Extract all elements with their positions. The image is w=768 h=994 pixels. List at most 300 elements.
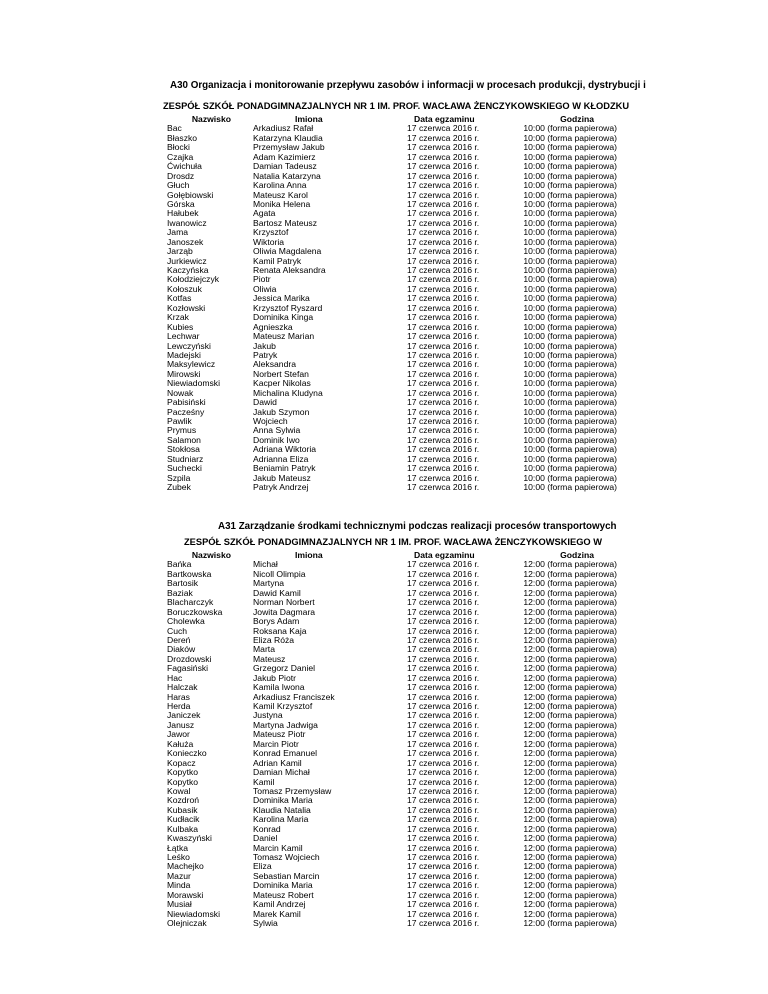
cell-time: 10:00 (forma papierowa) [523,170,617,181]
cell-names: Dominik Iwo [253,434,300,445]
cell-names: Adriana Wiktoria [253,444,317,455]
cell-date: 17 czerwca 2016 r. [407,142,480,153]
cell-time: 12:00 (forma papierowa) [523,814,617,825]
cell-surname: Cuch [167,625,188,636]
cell-time: 12:00 (forma papierowa) [523,870,617,881]
cell-surname: Kulbaka [167,823,199,834]
cell-names: Krzysztof [253,227,289,238]
cell-names: Patryk [253,349,278,360]
cell-date: 17 czerwca 2016 r. [407,710,480,721]
cell-surname: Bartosik [167,578,199,589]
cell-time: 10:00 (forma papierowa) [523,151,617,162]
cell-surname: Mirowski [167,368,201,379]
cell-date: 17 czerwca 2016 r. [407,719,480,730]
cell-names: Jessica Marika [253,293,310,304]
cell-names: Beniamin Patryk [253,463,316,474]
cell-time: 10:00 (forma papierowa) [523,378,617,389]
cell-date: 17 czerwca 2016 r. [407,123,480,134]
cell-names: Martyna [253,578,285,589]
cell-names: Sylwia [253,918,278,929]
cell-date: 17 czerwca 2016 r. [407,161,480,172]
cell-surname: Jama [167,227,189,238]
cell-time: 12:00 (forma papierowa) [523,587,617,598]
cell-surname: Baziak [167,587,193,598]
cell-time: 10:00 (forma papierowa) [523,312,617,323]
cell-names: Mateusz Piotr [253,729,306,740]
cell-surname: Morawski [167,889,204,900]
cell-names: Arkadiusz Franciszek [253,691,335,702]
cell-names: Przemysław Jakub [253,142,325,153]
cell-date: 17 czerwca 2016 r. [407,302,480,313]
cell-time: 12:00 (forma papierowa) [523,691,617,702]
cell-date: 17 czerwca 2016 r. [407,729,480,740]
cell-surname: Diaków [167,644,196,655]
section-title: A31 Zarządzanie środkami technicznymi podczas realizacji procesów transportowych [218,521,617,532]
cell-names: Marek Kamil [253,908,301,919]
cell-time: 10:00 (forma papierowa) [523,349,617,360]
cell-time: 12:00 (forma papierowa) [523,880,617,891]
cell-names: Dominika Kinga [253,312,314,323]
cell-names: Anna Sylwia [253,425,301,436]
cell-surname: Jarząb [167,246,193,257]
cell-date: 17 czerwca 2016 r. [407,246,480,257]
cell-surname: Janiczek [167,710,201,721]
cell-date: 17 czerwca 2016 r. [407,217,480,228]
cell-time: 12:00 (forma papierowa) [523,833,617,844]
section-title: A30 Organizacja i monitorowanie przepływu zasobów i informacji w procesach produkcji, dystrybucji i [170,80,646,91]
cell-date: 17 czerwca 2016 r. [407,823,480,834]
cell-names: Dominika Maria [253,880,313,891]
cell-date: 17 czerwca 2016 r. [407,368,480,379]
cell-surname: Czajka [167,151,194,162]
cell-surname: Błocki [167,142,190,153]
cell-names: Michalina Kludyna [253,387,323,398]
cell-time: 12:00 (forma papierowa) [523,719,617,730]
cell-date: 17 czerwca 2016 r. [407,918,480,929]
cell-date: 17 czerwca 2016 r. [407,559,480,570]
cell-date: 17 czerwca 2016 r. [407,738,480,749]
cell-surname: Łątka [167,842,189,853]
cell-date: 17 czerwca 2016 r. [407,151,480,162]
cell-surname: Madejski [167,349,201,360]
cell-date: 17 czerwca 2016 r. [407,198,480,209]
cell-date: 17 czerwca 2016 r. [407,378,480,389]
cell-time: 10:00 (forma papierowa) [523,227,617,238]
cell-date: 17 czerwca 2016 r. [407,767,480,778]
cell-names: Agata [253,208,276,219]
cell-surname: Pawlik [167,416,192,426]
cell-names: Justyna [253,710,283,721]
cell-date: 17 czerwca 2016 r. [407,663,480,674]
cell-date: 17 czerwca 2016 r. [407,406,480,417]
cell-date: 17 czerwca 2016 r. [407,908,480,919]
cell-names: Agnieszka [253,321,293,332]
cell-names: Mateusz [253,653,286,664]
cell-date: 17 czerwca 2016 r. [407,274,480,285]
cell-date: 17 czerwca 2016 r. [407,814,480,825]
cell-date: 17 czerwca 2016 r. [407,861,480,872]
cell-names: Norman Norbert [253,597,315,608]
cell-names: Katarzyna Klaudia [253,132,323,143]
cell-time: 10:00 (forma papierowa) [523,397,617,408]
cell-names: Marta [253,644,275,655]
cell-time: 12:00 (forma papierowa) [523,852,617,862]
cell-surname: Krzak [167,312,189,323]
header-time: Godzina [560,550,594,560]
cell-date: 17 czerwca 2016 r. [407,852,480,862]
cell-surname: Nowak [167,387,194,398]
cell-date: 17 czerwca 2016 r. [407,616,480,627]
cell-time: 12:00 (forma papierowa) [523,748,617,759]
cell-date: 17 czerwca 2016 r. [407,434,480,445]
cell-names: Mateusz Marian [253,331,315,342]
cell-names: Grzegorz Daniel [253,663,316,674]
cell-names: Tomasz Wojciech [253,852,320,862]
cell-surname: Jurkiewicz [167,255,207,266]
cell-date: 17 czerwca 2016 r. [407,757,480,768]
cell-surname: Pacześny [167,406,205,417]
cell-names: Jakub Mateusz [253,472,311,483]
cell-surname: Suchecki [167,463,202,474]
cell-names: Damian Tadeusz [253,161,317,172]
cell-time: 10:00 (forma papierowa) [523,208,617,219]
cell-time: 12:00 (forma papierowa) [523,597,617,608]
cell-time: 12:00 (forma papierowa) [523,785,617,796]
cell-time: 12:00 (forma papierowa) [523,757,617,768]
cell-names: Jowita Dagmara [253,606,316,617]
cell-date: 17 czerwca 2016 r. [407,331,480,342]
cell-time: 10:00 (forma papierowa) [523,265,617,275]
cell-surname: Bańka [167,559,192,570]
cell-time: 12:00 (forma papierowa) [523,653,617,664]
cell-surname: Głuch [167,180,190,191]
cell-time: 10:00 (forma papierowa) [523,274,617,285]
cell-names: Krzysztof Ryszard [253,302,323,313]
cell-names: Klaudia Natalia [253,804,311,815]
header-date: Data egzaminu [414,114,475,124]
cell-surname: Kozdroń [167,795,200,806]
cell-names: Kamila Iwona [253,682,305,693]
header-time: Godzina [560,114,594,124]
cell-surname: Kudłacik [167,814,200,825]
cell-date: 17 czerwca 2016 r. [407,170,480,181]
cell-names: Adrian Kamil [253,757,302,768]
cell-surname: Prymus [167,425,197,436]
cell-surname: Kubasik [167,804,198,815]
cell-surname: Janusz [167,719,195,730]
cell-surname: Salamon [167,434,201,445]
cell-date: 17 czerwca 2016 r. [407,180,480,191]
cell-names: Bartosz Mateusz [253,217,317,228]
cell-date: 17 czerwca 2016 r. [407,578,480,589]
cell-date: 17 czerwca 2016 r. [407,568,480,579]
cell-time: 12:00 (forma papierowa) [523,625,617,636]
cell-date: 17 czerwca 2016 r. [407,453,480,464]
cell-surname: Bac [167,123,182,134]
cell-names: Eliza [253,861,272,872]
cell-time: 10:00 (forma papierowa) [523,321,617,332]
header-surname: Nazwisko [191,550,231,560]
cell-date: 17 czerwca 2016 r. [407,312,480,323]
school-heading: ZESPÓŁ SZKÓŁ PONADGIMNAZJALNYCH NR 1 IM. PROF. WACŁAWA ŻENCZYKOWSKIEGO W [184,537,603,547]
cell-date: 17 czerwca 2016 r. [407,748,480,759]
cell-names: Dawid [253,397,277,408]
cell-surname: Olejniczak [167,918,207,929]
cell-time: 10:00 (forma papierowa) [523,180,617,191]
cell-names: Marcin Piotr [253,738,299,749]
cell-time: 12:00 (forma papierowa) [523,578,617,589]
cell-date: 17 czerwca 2016 r. [407,625,480,636]
cell-names: Sebastian Marcin [253,870,320,881]
cell-names: Nicoll Olimpia [253,568,306,579]
cell-surname: Studniarz [167,453,204,464]
cell-surname: Drosdz [167,170,195,181]
cell-surname: Haras [167,691,190,702]
cell-time: 12:00 (forma papierowa) [523,842,617,853]
cell-names: Jakub Piotr [253,672,296,683]
cell-names: Wojciech [253,416,288,426]
cell-names: Jakub [253,340,276,351]
cell-surname: Hałubek [167,208,199,219]
candidates-table [167,551,617,929]
cell-date: 17 czerwca 2016 r. [407,189,480,200]
cell-surname: Lechwar [167,331,200,342]
cell-date: 17 czerwca 2016 r. [407,482,480,493]
cell-names: Aleksandra [253,359,296,370]
cell-names: Martyna Jadwiga [253,719,318,730]
cell-surname: Kopacz [167,757,196,768]
cell-time: 10:00 (forma papierowa) [523,236,617,247]
cell-time: 12:00 (forma papierowa) [523,918,617,929]
cell-date: 17 czerwca 2016 r. [407,236,480,247]
cell-names: Piotr [253,274,271,285]
cell-time: 12:00 (forma papierowa) [523,908,617,919]
cell-time: 12:00 (forma papierowa) [523,738,617,749]
cell-time: 10:00 (forma papierowa) [523,283,617,294]
cell-time: 10:00 (forma papierowa) [523,482,617,493]
cell-date: 17 czerwca 2016 r. [407,463,480,474]
cell-date: 17 czerwca 2016 r. [407,340,480,351]
cell-time: 10:00 (forma papierowa) [523,340,617,351]
cell-date: 17 czerwca 2016 r. [407,265,480,275]
cell-names: Eliza Róża [253,634,295,645]
cell-surname: Machejko [167,861,204,872]
cell-time: 10:00 (forma papierowa) [523,246,617,257]
cell-names: Adrianna Eliza [253,453,309,464]
cell-time: 12:00 (forma papierowa) [523,729,617,740]
cell-surname: Błaszko [167,132,198,143]
cell-date: 17 czerwca 2016 r. [407,804,480,815]
cell-date: 17 czerwca 2016 r. [407,472,480,483]
cell-date: 17 czerwca 2016 r. [407,691,480,702]
cell-names: Norbert Stefan [253,368,309,379]
cell-surname: Dereń [167,634,191,645]
cell-names: Mateusz Robert [253,889,314,900]
cell-time: 12:00 (forma papierowa) [523,823,617,834]
cell-names: Roksana Kaja [253,625,307,636]
cell-time: 10:00 (forma papierowa) [523,453,617,464]
cell-names: Natalia Katarzyna [253,170,321,181]
cell-time: 10:00 (forma papierowa) [523,434,617,445]
header-surname: Nazwisko [191,114,231,124]
header-names: Imiona [295,114,323,124]
cell-surname: Jawor [167,729,190,740]
cell-names: Oliwia [253,283,277,294]
cell-surname: Kopytko [167,767,199,778]
cell-date: 17 czerwca 2016 r. [407,321,480,332]
cell-surname: Kałuża [167,738,194,749]
cell-surname: Minda [167,880,191,891]
cell-names: Patryk Andrzej [253,482,309,493]
cell-surname: Gołębiowski [167,189,214,200]
cell-date: 17 czerwca 2016 r. [407,227,480,238]
cell-time: 10:00 (forma papierowa) [523,463,617,474]
cell-date: 17 czerwca 2016 r. [407,682,480,693]
cell-surname: Herda [167,701,191,711]
cell-names: Oliwia Magdalena [253,246,322,257]
cell-surname: Boruczkowska [167,606,223,617]
cell-names: Kamil [253,776,275,787]
cell-time: 12:00 (forma papierowa) [523,804,617,815]
cell-surname: Ćwichuła [167,161,202,172]
cell-names: Konrad Emanuel [253,748,318,759]
cell-surname: Maksylewicz [167,359,216,370]
cell-surname: Kołoszuk [167,283,202,294]
cell-names: Kamil Krzysztof [253,701,313,711]
cell-date: 17 czerwca 2016 r. [407,293,480,304]
cell-names: Mateusz Karol [253,189,308,200]
cell-surname: Zubek [167,482,191,493]
cell-time: 12:00 (forma papierowa) [523,701,617,711]
cell-names: Renata Aleksandra [253,265,326,275]
cell-time: 12:00 (forma papierowa) [523,861,617,872]
cell-time: 12:00 (forma papierowa) [523,672,617,683]
cell-time: 10:00 (forma papierowa) [523,406,617,417]
cell-surname: Drozdowski [167,653,212,664]
cell-names: Kamil Andrzej [253,899,306,910]
cell-date: 17 czerwca 2016 r. [407,672,480,683]
cell-date: 17 czerwca 2016 r. [407,833,480,844]
cell-time: 10:00 (forma papierowa) [523,331,617,342]
cell-date: 17 czerwca 2016 r. [407,880,480,891]
cell-names: Karolina Anna [253,180,307,191]
cell-surname: Kotfas [167,293,192,304]
cell-time: 12:00 (forma papierowa) [523,616,617,627]
school-heading: ZESPÓŁ SZKÓŁ PONADGIMNAZJALNYCH NR 1 IM. PROF. WACŁAWA ŻENCZYKOWSKIEGO W KŁODZKU [163,101,630,111]
cell-surname: Janoszek [167,236,204,247]
cell-names: Damian Michał [253,767,310,778]
cell-date: 17 czerwca 2016 r. [407,587,480,598]
cell-time: 10:00 (forma papierowa) [523,387,617,398]
cell-names: Monika Helena [253,198,311,209]
cell-time: 12:00 (forma papierowa) [523,795,617,806]
cell-surname: Niewiadomski [167,908,221,919]
cell-surname: Iwanowicz [167,217,207,228]
cell-date: 17 czerwca 2016 r. [407,444,480,455]
cell-time: 12:00 (forma papierowa) [523,776,617,787]
cell-names: Wiktoria [253,236,285,247]
header-date: Data egzaminu [414,550,475,560]
cell-time: 10:00 (forma papierowa) [523,255,617,266]
cell-names: Marcin Kamil [253,842,303,853]
cell-time: 10:00 (forma papierowa) [523,198,617,209]
cell-names: Kamil Patryk [253,255,302,266]
cell-names: Kacper Nikolas [253,378,311,389]
cell-date: 17 czerwca 2016 r. [407,387,480,398]
cell-time: 12:00 (forma papierowa) [523,710,617,721]
cell-time: 12:00 (forma papierowa) [523,634,617,645]
cell-time: 12:00 (forma papierowa) [523,559,617,570]
cell-surname: Kaczyńska [167,265,209,275]
cell-surname: Cholewka [167,616,205,627]
header-names: Imiona [295,550,323,560]
cell-date: 17 czerwca 2016 r. [407,416,480,426]
cell-surname: Halczak [167,682,198,693]
cell-date: 17 czerwca 2016 r. [407,255,480,266]
cell-time: 10:00 (forma papierowa) [523,444,617,455]
cell-surname: Blacharczyk [167,597,214,608]
cell-surname: Konieczko [167,748,207,759]
cell-time: 10:00 (forma papierowa) [523,425,617,436]
cell-surname: Niewiadomski [167,378,221,389]
cell-surname: Pabisiński [167,397,206,408]
cell-surname: Kopytko [167,776,199,787]
cell-names: Borys Adam [253,616,300,627]
cell-date: 17 czerwca 2016 r. [407,132,480,143]
cell-time: 10:00 (forma papierowa) [523,472,617,483]
candidates-table [167,115,617,493]
cell-names: Karolina Maria [253,814,309,825]
cell-time: 10:00 (forma papierowa) [523,142,617,153]
cell-time: 10:00 (forma papierowa) [523,302,617,313]
cell-surname: Lewczyński [167,340,211,351]
cell-time: 12:00 (forma papierowa) [523,899,617,910]
cell-time: 12:00 (forma papierowa) [523,606,617,617]
cell-date: 17 czerwca 2016 r. [407,870,480,881]
cell-names: Adam Kazimierz [253,151,316,162]
cell-time: 12:00 (forma papierowa) [523,568,617,579]
cell-date: 17 czerwca 2016 r. [407,653,480,664]
cell-names: Dominika Maria [253,795,313,806]
cell-date: 17 czerwca 2016 r. [407,899,480,910]
cell-time: 10:00 (forma papierowa) [523,217,617,228]
cell-date: 17 czerwca 2016 r. [407,776,480,787]
cell-surname: Leśko [167,852,190,862]
cell-time: 10:00 (forma papierowa) [523,132,617,143]
cell-surname: Fagasiński [167,663,209,674]
cell-date: 17 czerwca 2016 r. [407,634,480,645]
cell-names: Tomasz Przemysław [253,785,332,796]
cell-surname: Kołodziejczyk [167,274,220,285]
cell-names: Konrad [253,823,281,834]
cell-time: 10:00 (forma papierowa) [523,293,617,304]
cell-surname: Mazur [167,870,191,881]
table-row [167,919,617,928]
cell-date: 17 czerwca 2016 r. [407,701,480,711]
cell-date: 17 czerwca 2016 r. [407,597,480,608]
cell-surname: Kwaszyński [167,833,212,844]
cell-time: 10:00 (forma papierowa) [523,123,617,134]
cell-date: 17 czerwca 2016 r. [407,842,480,853]
cell-time: 10:00 (forma papierowa) [523,416,617,426]
cell-time: 12:00 (forma papierowa) [523,644,617,655]
cell-time: 10:00 (forma papierowa) [523,189,617,200]
cell-date: 17 czerwca 2016 r. [407,359,480,370]
cell-names: Arkadiusz Rafał [253,123,314,134]
cell-surname: Szpila [167,472,191,483]
cell-surname: Kubies [167,321,194,332]
cell-surname: Górska [167,198,195,209]
